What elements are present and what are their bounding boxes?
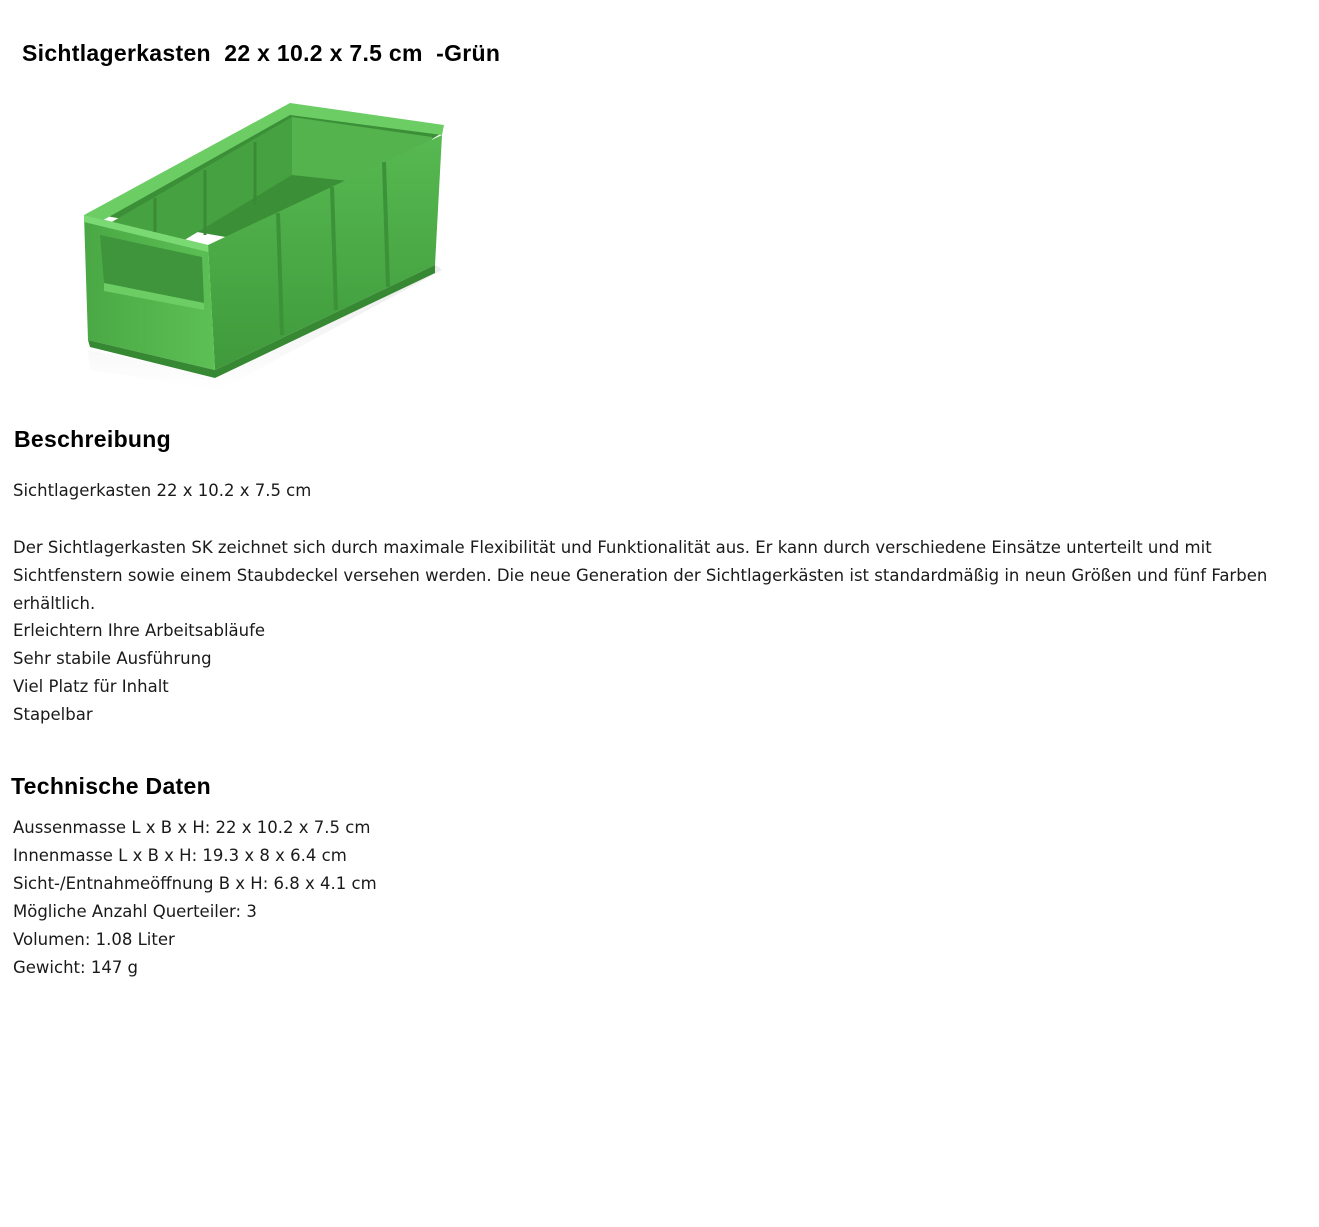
- description-subtitle: Sichtlagerkasten 22 x 10.2 x 7.5 cm: [13, 481, 312, 500]
- product-image: [70, 95, 460, 395]
- feature-item: Erleichtern Ihre Arbeitsabläufe: [13, 621, 266, 640]
- spec-item: Sicht-/Entnahmeöffnung B x H: 6.8 x 4.1 cm: [13, 874, 377, 893]
- description-paragraph: Der Sichtlagerkasten SK zeichnet sich durch maximale Flexibilität und Funktionalität aus. Er kann durch verschiedene Einsätze unterteilt und mit Sichtfenstern sowie einem Staubdeckel versehen werden. Die neue Generation der Sichtlagerkästen ist standardmäßig in neun Größen und fünf Farben erhältlich.: [13, 538, 1268, 613]
- spec-item: Mögliche Anzahl Querteiler: 3: [13, 902, 257, 921]
- description-heading: Beschreibung: [14, 426, 171, 452]
- feature-item: Stapelbar: [13, 705, 93, 724]
- spec-item: Aussenmasse L x B x H: 22 x 10.2 x 7.5 cm: [13, 818, 371, 837]
- feature-item: Viel Platz für Inhalt: [13, 677, 169, 696]
- spec-item: Volumen: 1.08 Liter: [13, 930, 175, 949]
- page-title: Sichtlagerkasten 22 x 10.2 x 7.5 cm -Grün: [22, 40, 501, 66]
- technical-heading: Technische Daten: [11, 773, 211, 799]
- spec-item: Innenmasse L x B x H: 19.3 x 8 x 6.4 cm: [13, 846, 347, 865]
- spec-item: Gewicht: 147 g: [13, 958, 139, 977]
- feature-item: Sehr stabile Ausführung: [13, 649, 212, 668]
